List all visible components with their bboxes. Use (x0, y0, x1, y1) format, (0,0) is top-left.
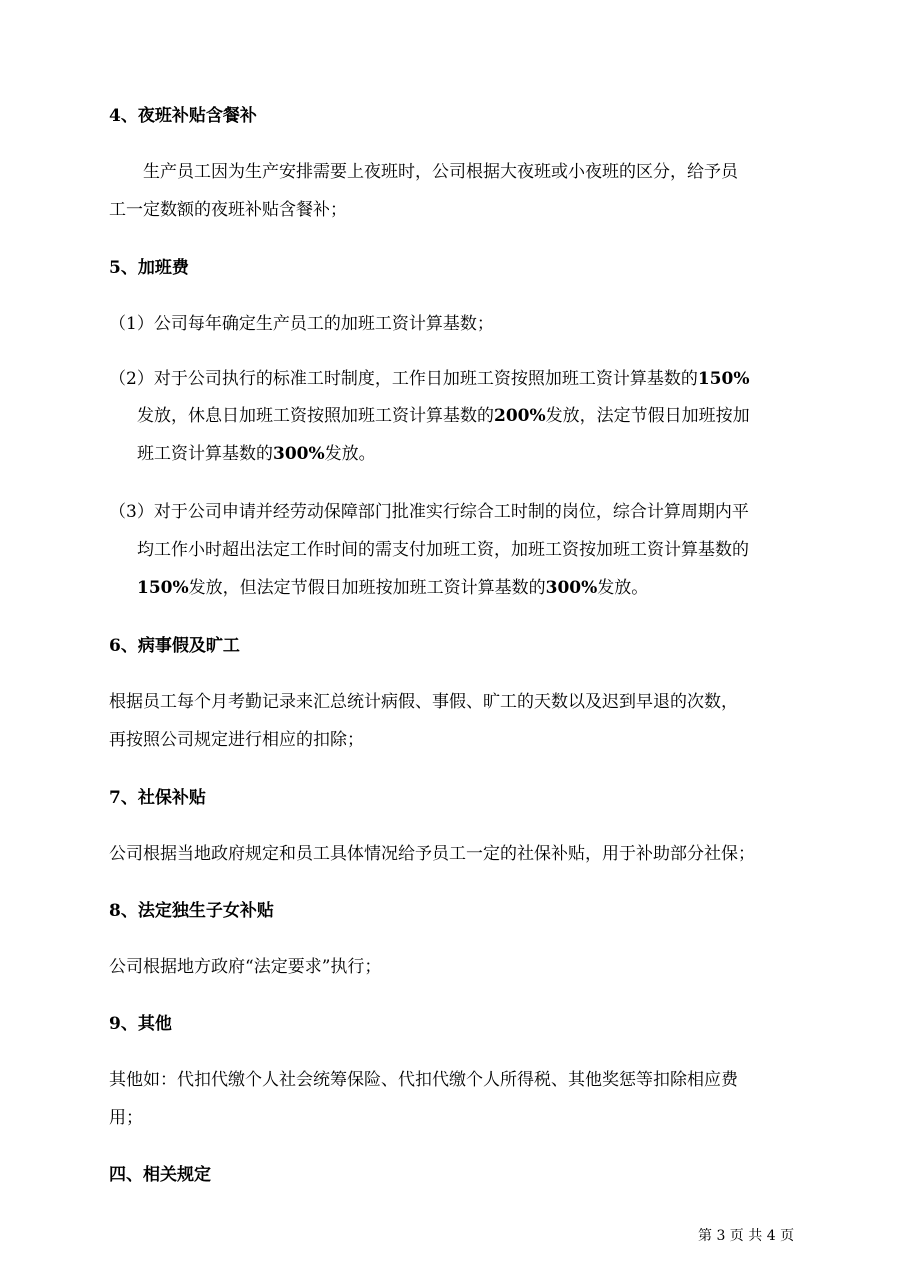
text-run: 发放，但法定节假日加班按加班工资计算基数的 (188, 578, 546, 598)
page-number-footer: 第 3 页 共 4 页 (698, 1228, 795, 1244)
paragraph-line: 工一定数额的夜班补贴含餐补； (109, 200, 347, 220)
text-run: 发放，法定节假日加班按加 (545, 406, 750, 426)
paragraph-line: 公司根据当地政府规定和员工具体情况给予员工一定的社保补贴，用于补助部分社保； (109, 844, 755, 864)
text-run: 班工资计算基数的 (137, 444, 273, 464)
paragraph-line: 用； (109, 1108, 143, 1128)
paragraph-line: 再按照公司规定进行相应的扣除； (109, 730, 364, 750)
text-run: 发放，休息日加班工资按照加班工资计算基数的 (137, 406, 494, 426)
percent-value: 150% (697, 369, 750, 389)
section-heading: 四、相关规定 (109, 1165, 211, 1185)
section-heading: 7、社保补贴 (109, 788, 206, 808)
section-heading: 5、加班费 (109, 258, 189, 278)
list-item: （3）对于公司申请并经劳动保障部门批准实行综合工时制的岗位，综合计算周期内平 (109, 502, 749, 522)
text-run: 发放。 (324, 444, 376, 464)
percent-value: 300% (273, 444, 325, 464)
paragraph-line (137, 573, 648, 598)
section-heading: 4、夜班补贴含餐补 (109, 106, 257, 126)
paragraph-line: 公司根据地方政府“法定要求”执行； (109, 957, 382, 977)
text-run: （2）对于公司执行的标准工时制度，工作日加班工资按照加班工资计算基数的 (109, 369, 698, 389)
section-heading: 9、其他 (109, 1014, 172, 1034)
percent-value: 150% (137, 578, 189, 598)
paragraph-line: 其他如：代扣代缴个人社会统筹保险、代扣代缴个人所得税、其他奖惩等扣除相应费 (109, 1070, 738, 1090)
percent-value: 200% (494, 406, 546, 426)
section-heading: 8、法定独生子女补贴 (109, 901, 274, 921)
paragraph-line: 均工作小时超出法定工作时间的需支付加班工资，加班工资按加班工资计算基数的 (137, 540, 749, 560)
section-heading: 6、病事假及旷工 (109, 636, 240, 656)
list-item (109, 364, 749, 389)
paragraph-line (137, 439, 376, 464)
text-run: 发放。 (597, 578, 649, 598)
percent-value: 300% (545, 578, 598, 598)
paragraph-line: 生产员工因为生产安排需要上夜班时，公司根据大夜班或小夜班的区分，给予员 (143, 162, 738, 182)
paragraph-line: 根据员工每个月考勤记录来汇总统计病假、事假、旷工的天数以及迟到早退的次数， (109, 692, 738, 712)
paragraph-line (137, 401, 750, 426)
list-item: （1）公司每年确定生产员工的加班工资计算基数； (109, 314, 494, 334)
